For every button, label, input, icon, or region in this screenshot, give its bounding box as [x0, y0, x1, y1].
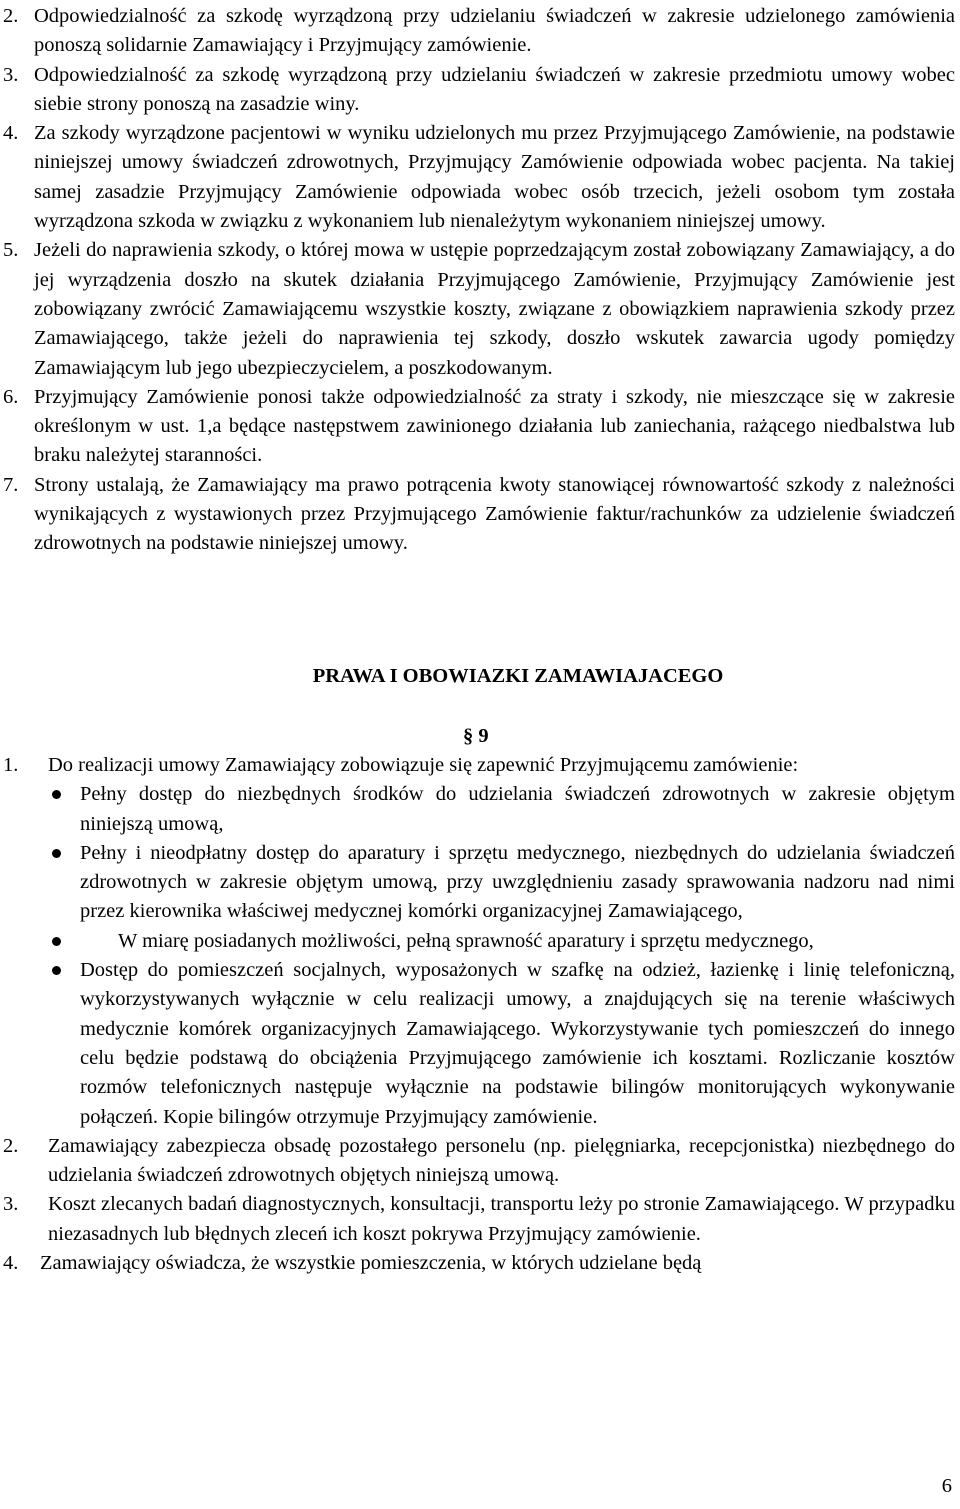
item-text: Koszt zlecanych badań diagnostycznych, konsultacji, transportu leży po stronie Zamawiającego. W przypadku niezasadnych lub błędnych zleceń ich koszt pokrywa Przyjmujący zamówienie.: [48, 1193, 955, 1245]
list-item: [0, 1132, 955, 1191]
item-text: Strony ustalają, że Zamawiający ma prawo potrącenia kwoty stanowiącej równowartość szkody z należności wynikających z wystawionych przez Przyjmującego Zamówienie faktur/rachunków za udzielenie świadczeń zdrowotnych na podstawie niniejszej umowy.: [34, 473, 955, 555]
bullet-text: W miarę posiadanych możliwości, pełną sprawność aparatury i sprzętu medycznego,: [118, 929, 814, 952]
list-item: [0, 61, 955, 120]
item-number: 2.: [3, 5, 19, 27]
section-heading: PRAWA I OBOWIAZKI ZAMAWIAJACEGO: [312, 665, 724, 687]
item-number: 6.: [3, 385, 19, 408]
bullet-icon: [52, 937, 61, 946]
page-number: 6: [941, 1475, 952, 1497]
item-text: Przyjmujący Zamówienie ponosi także odpowiedzialność za straty i szkody, nie mieszczące się w zakresie określonym w ust. 1,a będące następstwem zawinionego działania lub zaniechania, rażącego niedbalstwa lub braku należytej staranności.: [34, 385, 955, 467]
item-text: Odpowiedzialność za szkodę wyrządzoną przy udzielaniu świadczeń w zakresie przedmiotu umowy wobec siebie strony ponoszą na zasadzie winy.: [34, 63, 955, 115]
list-item: [0, 1190, 955, 1249]
item-number: 7.: [3, 473, 19, 496]
bullet-text: Pełny i nieodpłatny dostęp do aparatury i sprzętu medycznego, niezbędnych do udzielania świadczeń zdrowotnych w zakresie objętym umową, przy uwzględnieniu zasady sprawowania nadzoru nad nimi przez kierownika właściwej medycznej komórki organizacyjnej Zamawiającego,: [80, 841, 955, 923]
bullet-item: [0, 780, 955, 839]
bullet-item: [0, 927, 955, 956]
bullet-item: [0, 956, 955, 1132]
list-item: [0, 236, 955, 382]
item-number: 2.: [3, 1134, 19, 1157]
item-number: 4.: [3, 1252, 19, 1275]
item-text: Do realizacji umowy Zamawiający zobowiązuje się zapewnić Przyjmującemu zamówienie:: [48, 754, 799, 776]
obligations-items: [0, 751, 955, 1278]
item-number: 1.: [3, 754, 19, 776]
list-item: [0, 1249, 955, 1278]
bullet-list: [0, 780, 955, 1132]
liability-items: [0, 2, 955, 559]
item-text: Odpowiedzialność za szkodę wyrządzoną przy udzielaniu świadczeń w zakresie udzielonego zamówienia ponoszą solidarnie Zamawiający i Przyjmujący zamówienie.: [34, 5, 955, 57]
item-text: Zamawiający zabezpiecza obsadę pozostałego personelu (np. pielęgniarka, recepcjonistka) niezbędnego do udzielania świadczeń zdrowotnych objętych niniejszą umową.: [48, 1134, 955, 1187]
item-number: 5.: [3, 239, 19, 262]
bullet-text: Pełny dostęp do niezbędnych środków do udzielania świadczeń zdrowotnych w zakresie objętym niniejszą umową,: [80, 783, 955, 835]
list-item: [0, 383, 955, 471]
list-item: [0, 471, 955, 559]
bullet-icon: [52, 790, 61, 799]
item-number: 3.: [3, 63, 19, 86]
list-item: [0, 2, 955, 61]
bullet-icon: [52, 966, 61, 975]
bullet-icon: [52, 849, 61, 858]
item-text: Zamawiający oświadcza, że wszystkie pomieszczenia, w których udzielane będą: [40, 1252, 702, 1275]
bullet-text: Dostęp do pomieszczeń socjalnych, wyposażonych w szafkę na odzież, łazienkę i linię telefoniczną, wykorzystywanych wyłącznie w celu realizacji umowy, a znajdujących się na terenie właściwych medycznie komórek organizacyjnych Zamawiającego. Wykorzystywanie tych pomieszczeń do innego celu będzie podstawą do obciążenia Przyjmującego zamówienie ich kosztami. Rozliczanie kosztów rozmów telefonicznych następuje wyłącznie na podstawie bilingów monitorujących wykonywanie połączeń. Kopie bilingów otrzymuje Przyjmujący zamówienie.: [80, 959, 955, 1128]
item-text: Za szkody wyrządzone pacjentowi w wyniku udzielonych mu przez Przyjmującego Zamówienie, na podstawie niniejszej umowy świadczeń zdrowotnych, Przyjmujący Zamówienie odpowiada wobec pacjenta. Na takiej samej zasadzie Przyjmujący Zamówienie odpowiada wobec osób trzecich, jeżeli osobom tym została wyrządzona szkoda w związku z wykonaniem lub nienależytym wykonaniem niniejszej umowy.: [34, 122, 955, 233]
item-number: 4.: [3, 122, 19, 145]
list-item: [0, 119, 955, 236]
paragraph-marker: § 9: [463, 725, 489, 747]
item-text: Jeżeli do naprawienia szkody, o której mowa w ustępie poprzedzającym został zobowiązany Zamawiający, a do jej wyrządzenia doszło na skutek działania Przyjmującego Zamówienie, Przyjmujący Zamówienie jest zobowiązany zwrócić Zamawiającemu wszystkie koszty, związane z obowiązkiem naprawienia szkody przez Zamawiającego, także jeżeli do naprawienia tej szkody, doszło wskutek zawarcia ugody pomiędzy Zamawiającym lub jego ubezpieczycielem, a poszkodowanym.: [34, 239, 955, 379]
bullet-item: [0, 839, 955, 927]
item-number: 3.: [3, 1193, 19, 1216]
list-item: [0, 751, 955, 780]
